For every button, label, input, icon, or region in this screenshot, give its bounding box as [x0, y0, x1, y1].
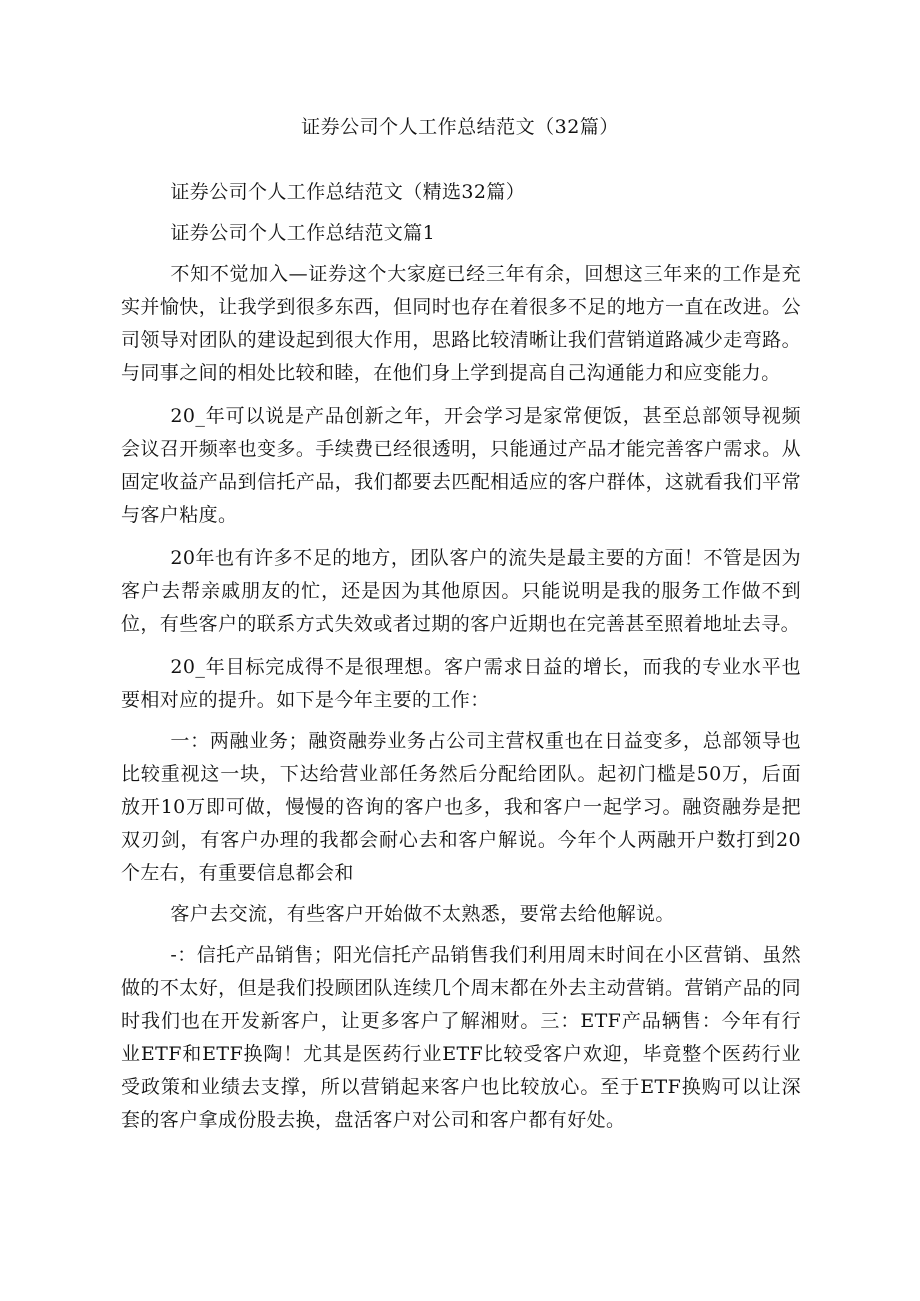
document-title: 证券公司个人工作总结范文（32篇）	[301, 116, 619, 138]
paragraph: 20年也有许多不足的地方，团队客户的流失是最主要的方面！不管是因为客户去帮亲戚朋友的忙，还是因为其他原因。只能说明是我的服务工作做不到位，有些客户的联系方式失效或者过期的客户近期也在完善甚至照着地址去寻。	[121, 547, 801, 635]
section-heading: 证券公司个人工作总结范文篇1	[170, 222, 436, 244]
document-body	[121, 176, 801, 1137]
paragraph: 客户去交流，有些客户开始做不太熟悉，要常去给他解说。	[170, 903, 675, 925]
paragraph: 不知不觉加入—证券这个大家庭已经三年有余，回想这三年来的工作是充实并愉快，让我学到很多东西，但同时也存在着很多不足的地方一直在改进。公司领导对团队的建设起到很大作用，思路比较清晰让我们营销道路减少走弯路。与同事之间的相处比较和睦，在他们身上学到提高自己沟通能力和应变能力。	[121, 263, 801, 384]
paragraph: 20_年目标完成得不是很理想。客户需求日益的增长，而我的专业水平也要相对应的提升。如下是今年主要的工作：	[121, 656, 801, 711]
paragraph: -：信托产品销售；阳光信托产品销售我们利用周末时间在小区营销、虽然做的不太好，但是我们投顾团队连续几个周末都在外去主动营销。营销产品的同时我们也在开发新客户，让更多客户了解湘财。三：ETF产品辆售：今年有行业ETF和ETF换陶！尤其是医药行业ETF比较受客户欢迎，毕竟整个医药行业受政策和业绩去支撑，所以营销起来客户也比较放心。至于ETF换购可以让深套的客户拿成份股去换，盘活客户对公司和客户都有好处。	[121, 944, 801, 1131]
paragraph: 一：两融业务；融资融券业务占公司主营权重也在日益变多，总部领导也比较重视这一块，下达给营业部任务然后分配给团队。起初门槛是50万，后面放开10万即可做，慢慢的咨询的客户也多，我和客户一起学习。融资融券是把双刃剑，有客户办理的我都会耐心去和客户解说。今年个人两融开户数打到20个左右，有重要信息都会和	[121, 730, 801, 884]
paragraph: 20_年可以说是产品创新之年，开会学习是家常便饭，甚至总部领导视频会议召开频率也变多。手续费已经很透明，只能通过产品才能完善客户需求。从固定收益产品到信托产品，我们都要去匹配相适应的客户群体，这就看我们平常与客户粘度。	[121, 405, 801, 526]
document-subtitle: 证券公司个人工作总结范文（精选32篇）	[170, 181, 526, 203]
